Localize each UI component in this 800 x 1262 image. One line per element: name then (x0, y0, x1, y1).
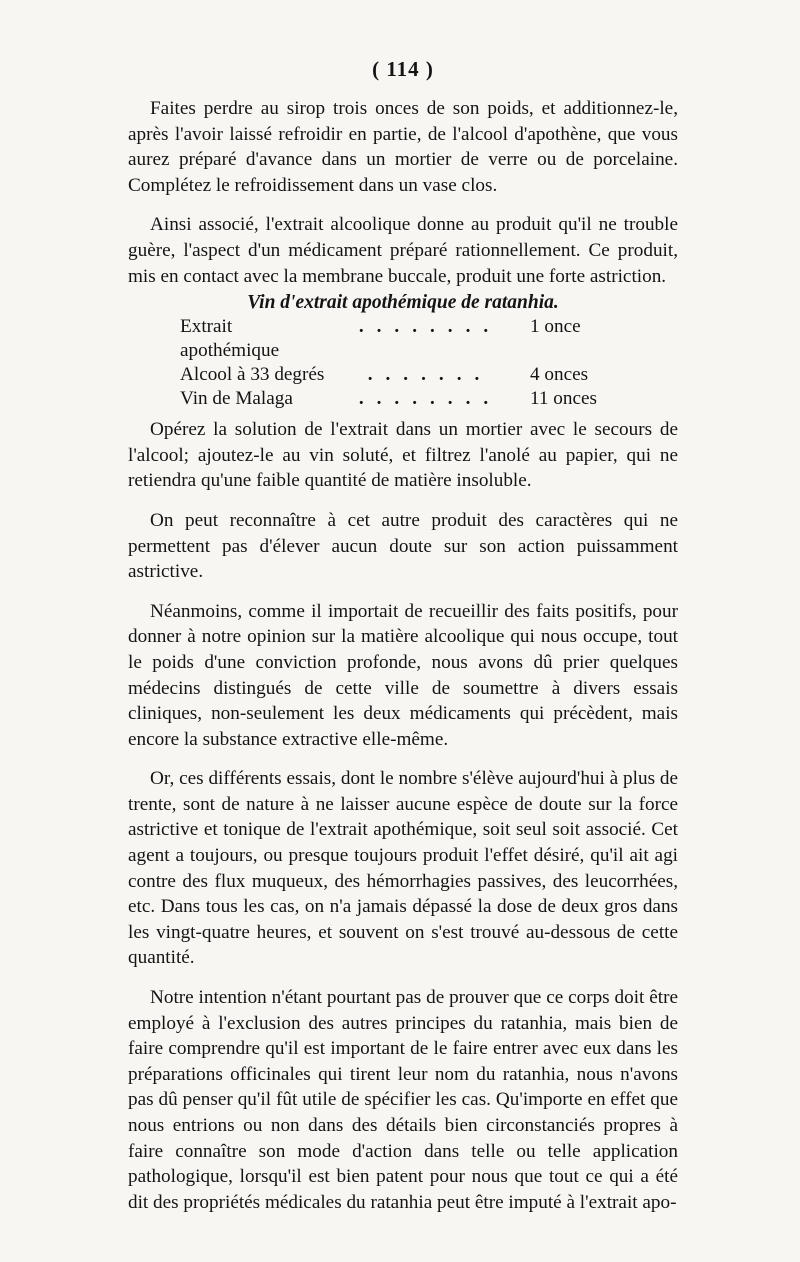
paragraph-sirop: Faites perdre au sirop trois onces de son poids, et additionnez-le, après l'avoir laissé refroidir en partie, de l'alcool d'apothène, que vous aurez préparé d'avance dans un mortier de verre ou de porcelaine. Complétez le refroidissement dans un vase clos. (128, 98, 678, 196)
recipe-title: Vin d'extrait apothémique de ratanhia. (247, 292, 559, 314)
paragraph-neanmoins: Néanmoins, comme il importait de recueillir des faits positifs, pour donner à notre opinion sur la matière alcoolique qui nous occupe, tout le poids d'une conviction profonde, nous avons dû prier quelques médecins distingués de cette ville de soumettre à divers essais cliniques, non-seulement les deux médicaments qui précèdent, mais encore la substance extractive elle-même. (128, 600, 678, 750)
recipe-row (180, 315, 597, 363)
ingredient-quantity: 11 onces (530, 388, 597, 410)
recipe-row (180, 363, 597, 387)
leader-dots: ....... (367, 364, 493, 386)
ingredient-name: Extrait apothémique (180, 316, 280, 362)
recipe-row (180, 387, 597, 411)
paragraph-notre-intention: Notre intention n'étant pourtant pas de prouver que ce corps doit être employé à l'exclusion des autres principes du ratanhia, mais bien de faire comprendre qu'il est important de le faire entrer avec eux dans les préparations officinales qui tirent leur nom du ratanhia, nous n'avons pas dû penser qu'il fût utile de spécifier les cas. Qu'importe en effet que nous entrions ou non dans des détails bien circonstanciés propres à faire connaître son mode d'action dans telle ou telle application pathologique, lorsqu'il est bien patent pour nous que tout ce qui a été dit des propriétés médicales du ratanhia peut être imputé à l'extrait apo- (128, 987, 678, 1213)
recipe-ingredients (180, 315, 597, 411)
ingredient-name: Alcool à 33 degrés (180, 364, 325, 386)
paragraph-essais: Or, ces différents essais, dont le nombre s'élève aujourd'hui à plus de trente, sont de nature à ne laisser aucune espèce de doute sur la force astrictive et tonique de l'extrait apothémique, soit seul soit associé. Cet agent a toujours, ou presque toujours produit l'effet désiré, qu'il ait agi contre des flux muqueux, des hémorrhagies passives, des leucorrhées, etc. Dans tous les cas, on n'a jamais dépassé la dose de deux gros dans les vingt-quatre heures, et souvent on s'est trouvé au-dessous de cette quantité. (128, 768, 678, 969)
ingredient-name: Vin de Malaga (180, 388, 293, 410)
paragraph-ainsi-associe: Ainsi associé, l'extrait alcoolique donne au produit qu'il ne trouble guère, l'aspect d'un médicament préparé rationnellement. Ce produit, mis en contact avec la membrane buccale, produit une forte astriction. (128, 214, 678, 287)
ingredient-quantity: 4 onces (530, 364, 589, 386)
page-number: ( 114 ) (372, 57, 434, 81)
leader-dots: ........ (358, 316, 502, 338)
ingredient-quantity: 1 once (530, 316, 581, 338)
leader-dots: ........ (358, 388, 502, 410)
book-page (128, 58, 678, 1215)
paragraph-operez: Opérez la solution de l'extrait dans un mortier avec le secours de l'alcool; ajoutez-le au vin soluté, et filtrez l'anolé au papier, qui ne retiendra qu'une faible quantité de matière insoluble. (128, 419, 678, 492)
paragraph-on-peut: On peut reconnaître à cet autre produit des caractères qui ne permettent pas d'élever aucun doute sur son action puissamment astrictive. (128, 509, 678, 583)
